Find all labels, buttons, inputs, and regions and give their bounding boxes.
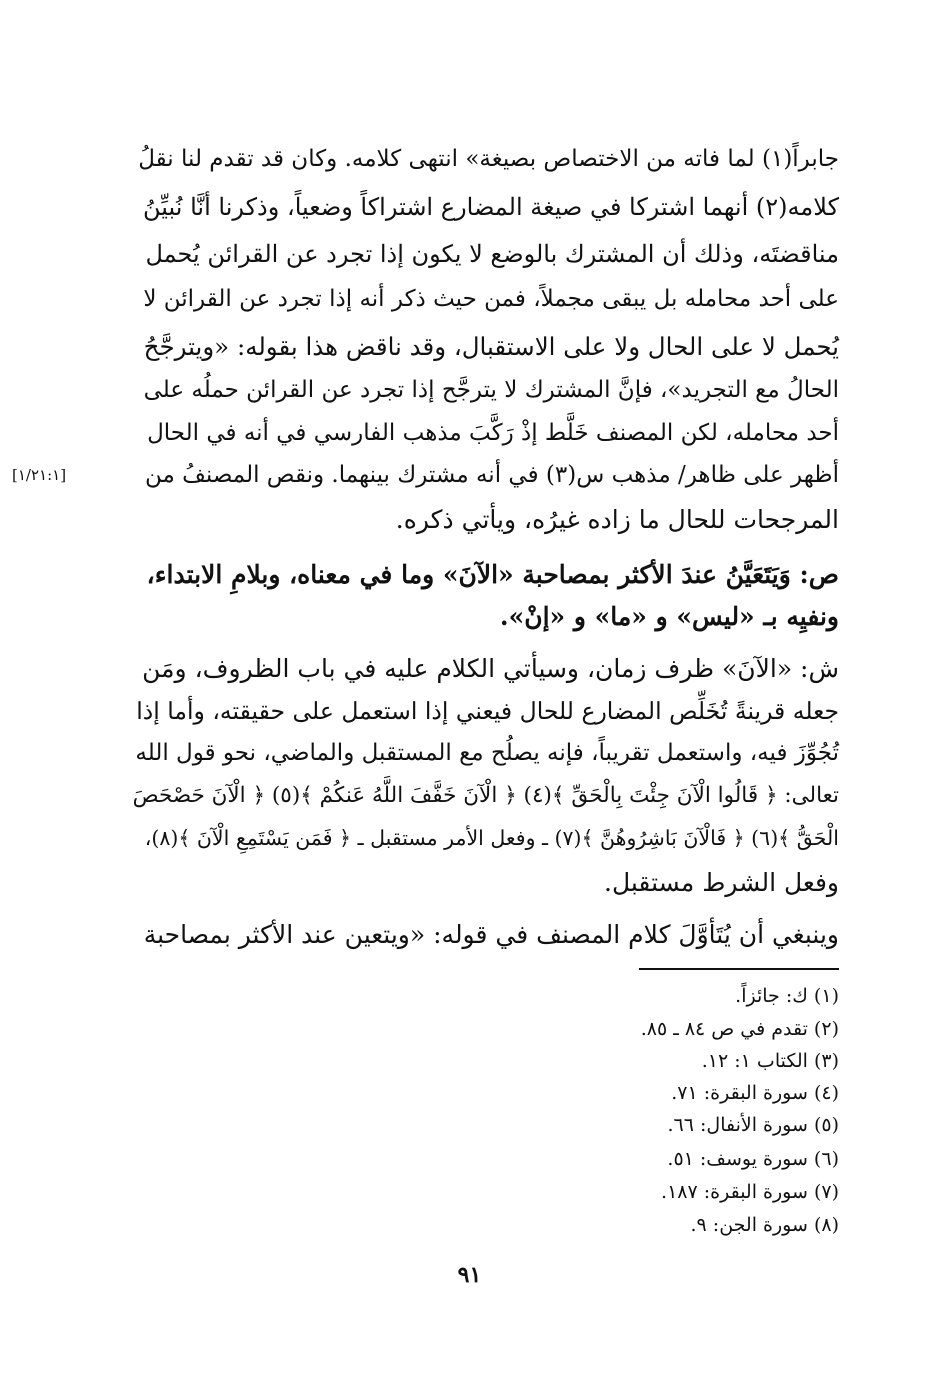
body-line: المرجحات للحال ما زاده غيرُه، ويأتي ذكره. xyxy=(395,505,839,534)
body-line: الحالُ مع التجريد»، فإنَّ المشترك لا يترجَّح إذا تجرد عن القرائن حملُه على xyxy=(143,377,839,403)
sharh-line: وفعل الشرط مستقبل. xyxy=(604,868,839,897)
body-line: أحد محامله، لكن المصنف خَلَّط إذْ رَكَّبَ مذهب الفارسي في أنه في الحال xyxy=(147,420,839,446)
footnote-separator xyxy=(639,968,839,970)
sharh-line: جعله قرينةً تُخَلِّص المضارع للحال فيعني إذا استعمل على حقيقته، وأما إذا xyxy=(136,697,839,725)
body-line: أظهر على ظاهر/ مذهب س(٣) في أنه مشترك بينهما. ونقص المصنفُ من xyxy=(144,462,839,488)
footnote: (١) ك: جائزاً. xyxy=(735,985,839,1007)
footnote: (٥) سورة الأنفال: ٦٦. xyxy=(667,1114,839,1136)
sharh-line: تُجُوِّزَ فيه، واستعمل تقريباً، فإنه يصلُح مع المستقبل والماضي، نحو قول الله xyxy=(135,740,839,766)
footnote: (٢) تقدم في ص ٨٤ ـ ٨٥. xyxy=(640,1018,839,1040)
matn-line: ص: وَيَتَعَيَّنُ عندَ الأكثر بمصاحبة «الآنَ» وما في معناه، وبلامِ الابتداء، xyxy=(146,560,839,589)
footnote: (٤) سورة البقرة: ٧١. xyxy=(671,1082,839,1104)
sharh-line: الْحَقُّ ﴾(٦) ﴿ فَالْآنَ بَاشِرُوهُنَّ ﴾(٧) ـ وفعل الأمر مستقبل ـ ﴿ فَمَن يَسْتَمِعِ الْآنَ ﴾(٨)، xyxy=(144,826,839,850)
body-line: وينبغي أن يُتَأوَّلَ كلام المصنف في قوله: «ويتعين عند الأكثر بمصاحبة xyxy=(143,920,839,949)
body-line: جابراً(١) لما فاته من الاختصاص بصيغة» انتهى كلامه. وكان قد تقدم لنا نقلُ xyxy=(138,146,839,172)
body-line: مناقضتَه، وذلك أن المشترك بالوضع لا يكون إذا تجرد عن القرائن يُحمل xyxy=(145,240,839,268)
footnote: (٧) سورة البقرة: ١٨٧. xyxy=(661,1181,839,1203)
body-line: كلامه(٢) أنهما اشتركا في صيغة المضارع اشتراكاً وضعياً، وذكرنا أنَّا نُبيِّنُ xyxy=(143,193,839,221)
body-line: يُحمل لا على الحال ولا على الاستقبال، وقد ناقض هذا بقوله: «ويترجَّحُ xyxy=(143,332,839,361)
sharh-line: ش: «الآنَ» ظرف زمان، وسيأتي الكلام عليه في باب الظروف، ومَن xyxy=(142,654,839,683)
footnote: (٣) الكتاب ١: ١٢. xyxy=(701,1050,839,1072)
footnote: (٦) سورة يوسف: ٥١. xyxy=(667,1148,839,1170)
page-number: ٩١ xyxy=(457,1262,482,1288)
body-line: على أحد محامله بل يبقى مجملاً، فمن حيث ذكر أنه إذا تجرد عن القرائن لا xyxy=(143,286,839,312)
margin-reference: [١/٢١:١] xyxy=(12,466,67,484)
sharh-line: تعالى: ﴿ قَالُوا الْآنَ جِئْتَ بِالْحَقِّ ﴾(٤) ﴿ الْآنَ خَفَّفَ اللَّهُ عَنكُمْ ﴾(٥) ﴿ الْآنَ حَصْحَصَ xyxy=(132,783,839,808)
footnote: (٨) سورة الجن: ٩. xyxy=(690,1214,839,1236)
matn-line: ونفيِه بـ «ليس» و «ما» و «إنْ». xyxy=(499,602,839,631)
